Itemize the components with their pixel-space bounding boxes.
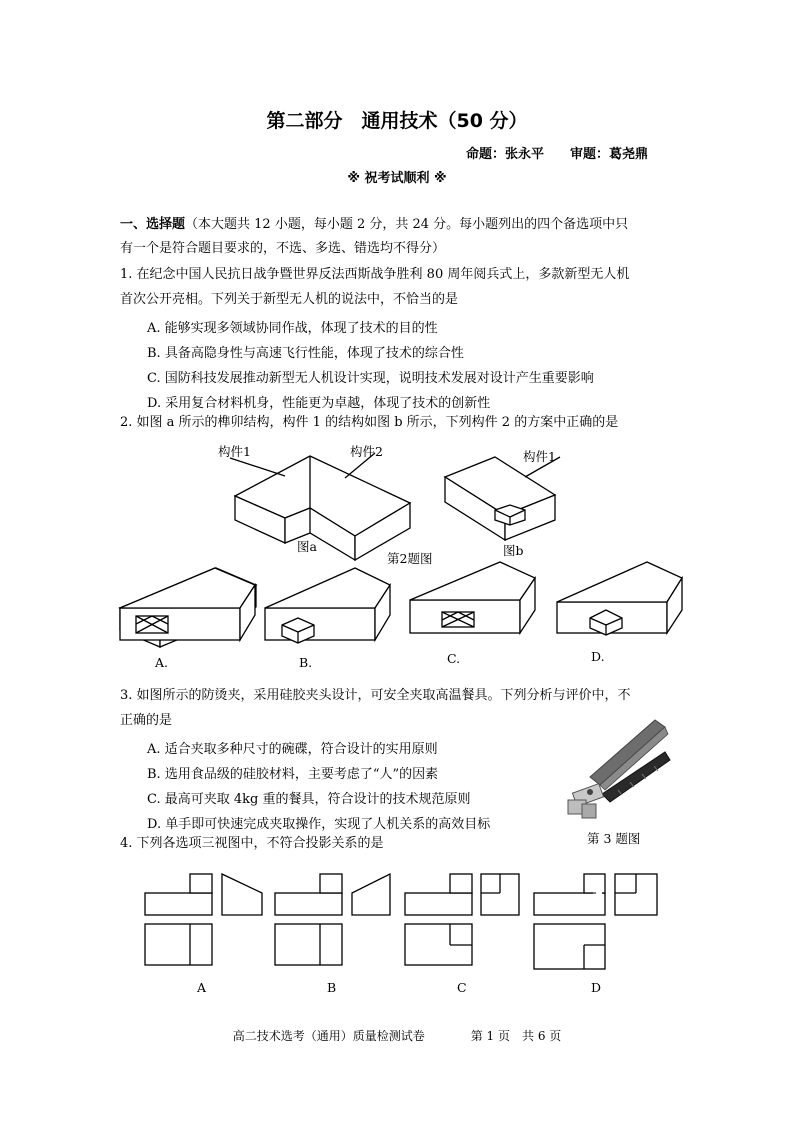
q3-option-b: B. 选用食品级的硅胶材料，主要考虑了“人”的因素 [147,767,439,782]
q4-choice-d: D [591,980,602,995]
q2-choice-c: C. [447,651,461,666]
fig-b-label: 构件1 [523,449,556,464]
q4-choice-c: C [457,980,467,995]
section-heading: 一、选择题 [120,217,186,232]
q3-option-c: C. 最高可夹取 4kg 重的餐具，符合设计的技术规范原则 [147,792,471,807]
q3-stem-line2: 正确的是 [120,713,173,728]
q1-stem-line2: 首次公开亮相。下列关于新型无人机的说法中，不恰当的是 [120,292,459,307]
fig-a-caption: 图a [297,539,317,554]
fig-a-label-1: 构件1 [218,444,251,459]
q1-option-a: A. 能够实现多领域协同作战，体现了技术的目的性 [147,321,438,336]
q1-option-d: D. 采用复合材料机身，性能更为卓越，体现了技术的创新性 [147,396,491,411]
fig-b-caption: 图b [503,543,524,558]
q3-figure-caption: 第 3 题图 [587,831,641,846]
q4-choice-b: B [327,980,337,995]
fig-a-label-2: 构件2 [350,444,383,459]
q4-stem: 4. 下列各选项三视图中，不符合投影关系的是 [120,836,384,851]
q1-stem-line1: 1. 在纪念中国人民抗日战争暨世界反法西斯战争胜利 80 周年阅兵式上，多款新型无人机 [120,267,630,282]
q3-option-a: A. 适合夹取多种尺寸的碗碟，符合设计的实用原则 [147,742,438,757]
q2-choice-a: A. [155,655,169,670]
section-instruction-2: 有一个是符合题目要求的，不选、多选、错选均不得分） [120,241,446,256]
wish-line: ※ 祝考试顺利 ※ [347,171,447,186]
q1-option-b: B. 具备高隐身性与高速飞行性能，体现了技术的综合性 [147,346,464,361]
q2-stem: 2. 如图 a 所示的榫卯结构，构件 1 的结构如图 b 所示，下列构件 2 的方案中正确的是 [120,415,619,430]
q3-option-d: D. 单手即可快速完成夹取操作，实现了人机关系的高效目标 [147,817,491,832]
footer-exam-name: 高二技术选考（通用）质量检测试卷 [232,1029,425,1043]
author: 命题：张永平 [465,147,544,162]
page-title: 第二部分 通用技术（50 分） [266,110,528,132]
q2-choice-b: B. [299,655,313,670]
reviewer: 审题：葛尧鼎 [569,147,648,162]
q2-figure-caption: 第2题图 [387,551,433,566]
q2-choice-d: D. [591,649,605,664]
q1-option-c: C. 国防科技发展推动新型无人机设计实现，说明技术发展对设计产生重要影响 [147,371,594,386]
footer-page-number: 第 1 页 共 6 页 [470,1029,562,1043]
q4-choice-a: A [197,980,207,995]
section-instruction-1: （本大题共 12 小题，每小题 2 分，共 24 分。每小题列出的四个备选项中只 [185,217,629,232]
page-footer [0,1027,794,1044]
q3-stem-line1: 3. 如图所示的防烫夹，采用硅胶夹头设计，可安全夹取高温餐具。下列分析与评价中，不 [120,688,631,703]
